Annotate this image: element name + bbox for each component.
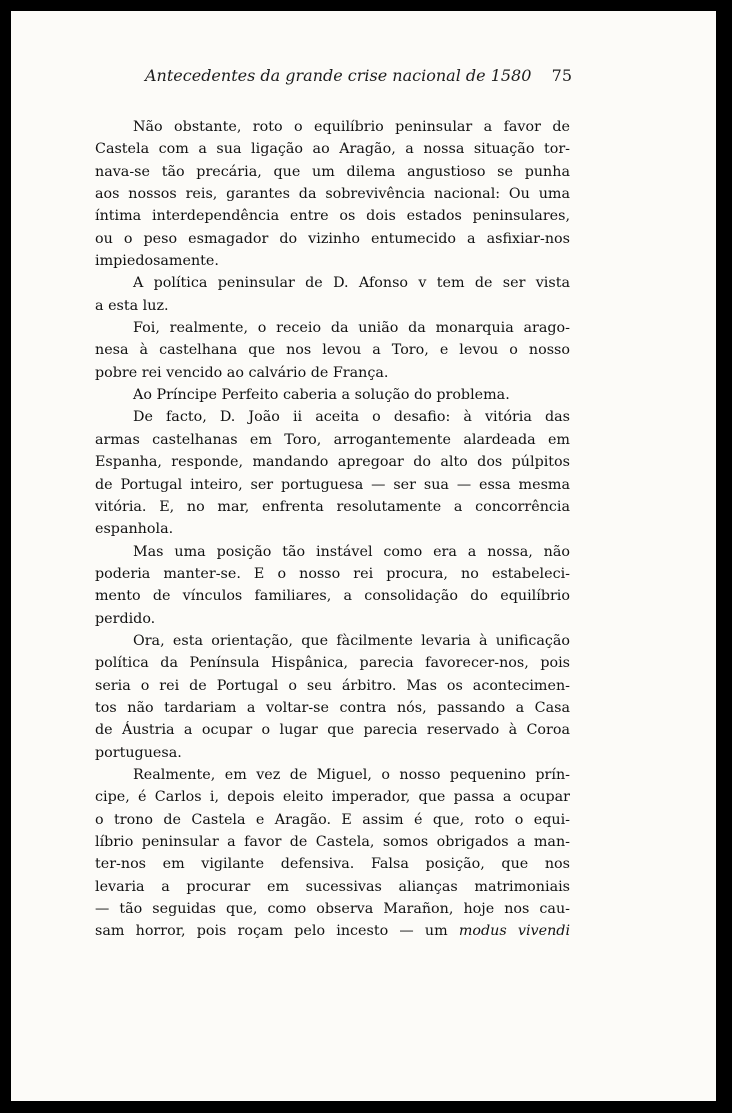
text-line: perdido. <box>95 610 156 627</box>
text-line: A política peninsular de D. Afonso v tem de ser vista <box>133 275 570 292</box>
text-line: mento de vínculos familiares, a consolidação do equilíbrio <box>95 588 570 605</box>
text-line: Não obstante, roto o equilíbrio peninsular a favor de <box>133 119 570 135</box>
text-line: impiedosamente. <box>95 253 219 270</box>
text-line: de Portugal inteiro, ser portuguesa — ser sua — essa mesma <box>95 476 570 493</box>
text-line: tos não tardariam a voltar-se contra nós, passando a Casa <box>95 699 570 716</box>
text-line: De facto, D. João ii aceita o desafio: à vitória das <box>133 409 570 426</box>
text-line: poderia manter-se. E o nosso rei procura, no estabeleci- <box>95 565 570 582</box>
text-line: espanhola. <box>95 521 174 538</box>
text-line: nesa à castelhana que nos levou a Toro, e levou o nosso <box>95 342 570 359</box>
text-line: seria o rei de Portugal o seu árbitro. Mas os acontecimen- <box>95 677 570 694</box>
text-line: Espanha, responde, mandando apregoar do alto dos púlpitos <box>95 454 570 471</box>
text-line: levaria a procurar em sucessivas alianças matrimoniais <box>95 878 570 895</box>
italic-phrase: modus vivendi <box>458 923 571 940</box>
text-line: íntima interdependência entre os dois estados peninsulares, <box>95 208 570 225</box>
running-header <box>140 62 580 92</box>
text-line: — tão seguidas que, como observa Marañon, hoje nos cau- <box>95 901 570 918</box>
running-title: Antecedentes da grande crise nacional de 1580 <box>145 66 532 85</box>
text-line: ou o peso esmagador do vizinho entumecido a asfixiar-nos <box>95 230 570 247</box>
text-line: o trono de Castela e Aragão. E assim é que, roto o equi- <box>95 811 570 828</box>
text-line: armas castelhanas em Toro, arrogantemente alardeada em <box>95 431 570 448</box>
text-line: a esta luz. <box>95 297 169 314</box>
text-line: política da Península Hispânica, parecia favorecer-nos, pois <box>95 655 570 672</box>
text-line-final-roman: sam horror, pois roçam pelo incesto — um <box>95 923 448 940</box>
text-line: nava-se tão precária, que um dilema angustioso se punha <box>95 163 570 180</box>
text-line: aos nossos reis, garantes da sobrevivência nacional: Ou uma <box>95 186 570 203</box>
text-line: Ora, esta orientação, que fàcilmente levaria à unificação <box>133 632 570 649</box>
page-number: 75 <box>551 66 572 85</box>
text-line-final <box>95 920 570 942</box>
text-line: Realmente, em vez de Miguel, o nosso pequenino prín- <box>133 766 570 783</box>
text-line: vitória. E, no mar, enfrenta resolutamente a concorrência <box>95 498 570 515</box>
body-text <box>95 116 570 943</box>
text-line: pobre rei vencido ao calvário de França. <box>95 364 389 381</box>
text-line: Castela com a sua ligação ao Aragão, a nossa situação tor- <box>95 141 570 158</box>
text-line: líbrio peninsular a favor de Castela, somos obrigados a man- <box>95 834 570 850</box>
text-line: portuguesa. <box>95 744 182 761</box>
text-line: Foi, realmente, o receio da união da monarquia arago- <box>133 320 570 337</box>
text-line: Mas uma posição tão instável como era a nossa, não <box>133 543 570 560</box>
text-line: Ao Príncipe Perfeito caberia a solução do problema. <box>133 387 510 404</box>
text-line: cipe, é Carlos i, depois eleito imperador, que passa a ocupar <box>95 789 570 806</box>
text-line: de Áustria a ocupar o lugar que parecia reservado à Coroa <box>95 722 570 739</box>
text-line: ter-nos em vigilante defensiva. Falsa posição, que nos <box>95 856 570 873</box>
